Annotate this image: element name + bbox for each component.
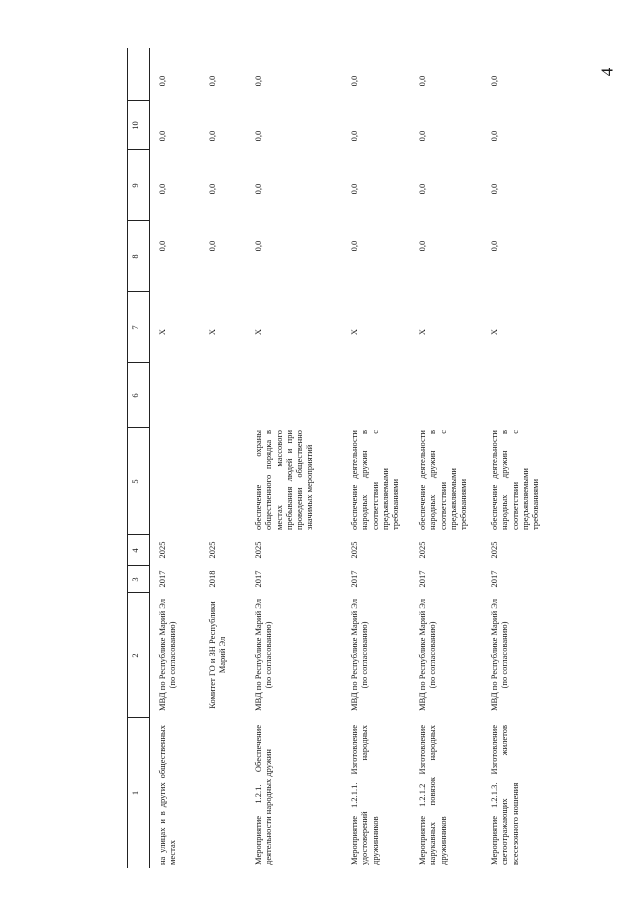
cell-r2-c5	[207, 430, 251, 530]
cell-r3-c3: 2017	[253, 570, 263, 588]
cell-r2-c3: 2018	[207, 570, 217, 588]
program-table	[127, 48, 541, 868]
cell-r2-c2: Комитет ГО и ЗН Республики Марий Эл	[207, 601, 228, 709]
cell-r1-c10: 0,0	[157, 75, 167, 87]
cell-r6-c7: 0,0	[489, 240, 499, 252]
cell-r1-c5	[157, 430, 205, 530]
column-header-10: 10	[130, 121, 140, 130]
cell-r6-c5: обеспечение деятельности народных дружин в соответствии с предъявляемыми требованиями	[489, 430, 541, 530]
cell-r6-c10: 0,0	[489, 75, 499, 87]
cell-r1-c1: на улицах и в других общественных местах	[157, 725, 178, 865]
cell-r6-c9: 0,0	[489, 130, 499, 142]
cell-r2-c1	[207, 725, 251, 865]
cell-r2-c6: X	[207, 328, 217, 336]
cell-r1-c2: МВД по Республике Марий Эл (по согласованию)	[157, 598, 178, 712]
cell-r5-c4: 2025	[417, 541, 427, 559]
cell-r4-c3: 2017	[349, 570, 359, 588]
cell-r6-c8: 0,0	[489, 183, 499, 195]
cell-r6-c2: МВД по Республике Марий Эл (по согласованию)	[489, 598, 510, 712]
column-header-1: 1	[130, 790, 140, 796]
cell-r4-c5: обеспечение деятельности народных дружин в соответствии с предъявляемыми требованиями	[349, 430, 401, 530]
cell-r4-c1: Мероприятие 1.2.1.1. Изготовление удостоверений народных дружинников	[349, 725, 380, 865]
cell-r5-c5: обеспечение деятельности народных дружин в соответствии с предъявляемыми требованиями	[417, 430, 469, 530]
cell-r5-c10: 0,0	[417, 75, 427, 87]
cell-r2-c9: 0,0	[207, 130, 217, 142]
cell-r1-c8: 0,0	[157, 183, 167, 195]
cell-r3-c1: Мероприятие 1.2.1. Обеспечение деятельности народных дружин	[253, 725, 274, 865]
cell-r5-c3: 2017	[417, 570, 427, 588]
cell-r4-c4: 2025	[349, 541, 359, 559]
cell-r2-c8: 0,0	[207, 183, 217, 195]
cell-r3-c10: 0,0	[253, 75, 263, 87]
cell-r2-c7: 0,0	[207, 240, 217, 252]
cell-r2-c4: 2025	[207, 541, 217, 559]
cell-r2-c10: 0,0	[207, 75, 217, 87]
cell-r4-c10: 0,0	[349, 75, 359, 87]
cell-r3-c6: X	[253, 328, 263, 336]
column-header-7: 7	[130, 325, 140, 330]
cell-r5-c6: X	[417, 328, 427, 336]
cell-r4-c6: X	[349, 328, 359, 336]
cell-r3-c5: обеспечение охраны общественного порядка в местах массового пребывания людей и при проведении общественно значимых мероприятий	[253, 430, 315, 530]
cell-r3-c2: МВД по Республике Марий Эл (по согласованию)	[253, 598, 274, 712]
cell-r5-c7: 0,0	[417, 240, 427, 252]
cell-r3-c9: 0,0	[253, 130, 263, 142]
column-header-6: 6	[130, 393, 140, 398]
header-bottom-border	[149, 48, 150, 868]
page-number: 4	[597, 67, 617, 77]
cell-r3-c7: 0,0	[253, 240, 263, 252]
column-header-2: 2	[130, 653, 140, 658]
cell-r3-c4: 2025	[253, 541, 263, 559]
cell-r6-c1: Мероприятие 1.2.1.3. Изготовление светоотражающих жилетов всесезонного ношения	[489, 725, 520, 865]
cell-r5-c2: МВД по Республике Марий Эл (по согласованию)	[417, 598, 438, 712]
cell-r1-c6: X	[157, 328, 167, 336]
table-top-border	[127, 48, 128, 868]
cell-r1-c3: 2017	[157, 570, 167, 588]
cell-r4-c7: 0,0	[349, 240, 359, 252]
cell-r5-c8: 0,0	[417, 183, 427, 195]
cell-r5-c1: Мероприятие 1.2.1.2 Изготовление нарукавных повязок народных дружинников	[417, 725, 448, 865]
cell-r5-c9: 0,0	[417, 130, 427, 142]
cell-r3-c8: 0,0	[253, 183, 263, 195]
column-header-9: 9	[130, 183, 140, 188]
cell-r1-c7: 0,0	[157, 240, 167, 252]
column-header-3: 3	[130, 577, 140, 582]
cell-r4-c9: 0,0	[349, 130, 359, 142]
cell-r4-c2: МВД по Республике Марий Эл (по согласованию)	[349, 598, 370, 712]
column-header-4: 4	[130, 548, 140, 553]
cell-r1-c4: 2025	[157, 541, 167, 559]
cell-r1-c9: 0,0	[157, 130, 167, 142]
cell-r4-c8: 0,0	[349, 183, 359, 195]
column-header-5: 5	[130, 479, 140, 484]
column-header-8: 8	[130, 254, 140, 259]
cell-r6-c4: 2025	[489, 541, 499, 559]
cell-r6-c3: 2017	[489, 570, 499, 588]
cell-r6-c6: X	[489, 328, 499, 336]
